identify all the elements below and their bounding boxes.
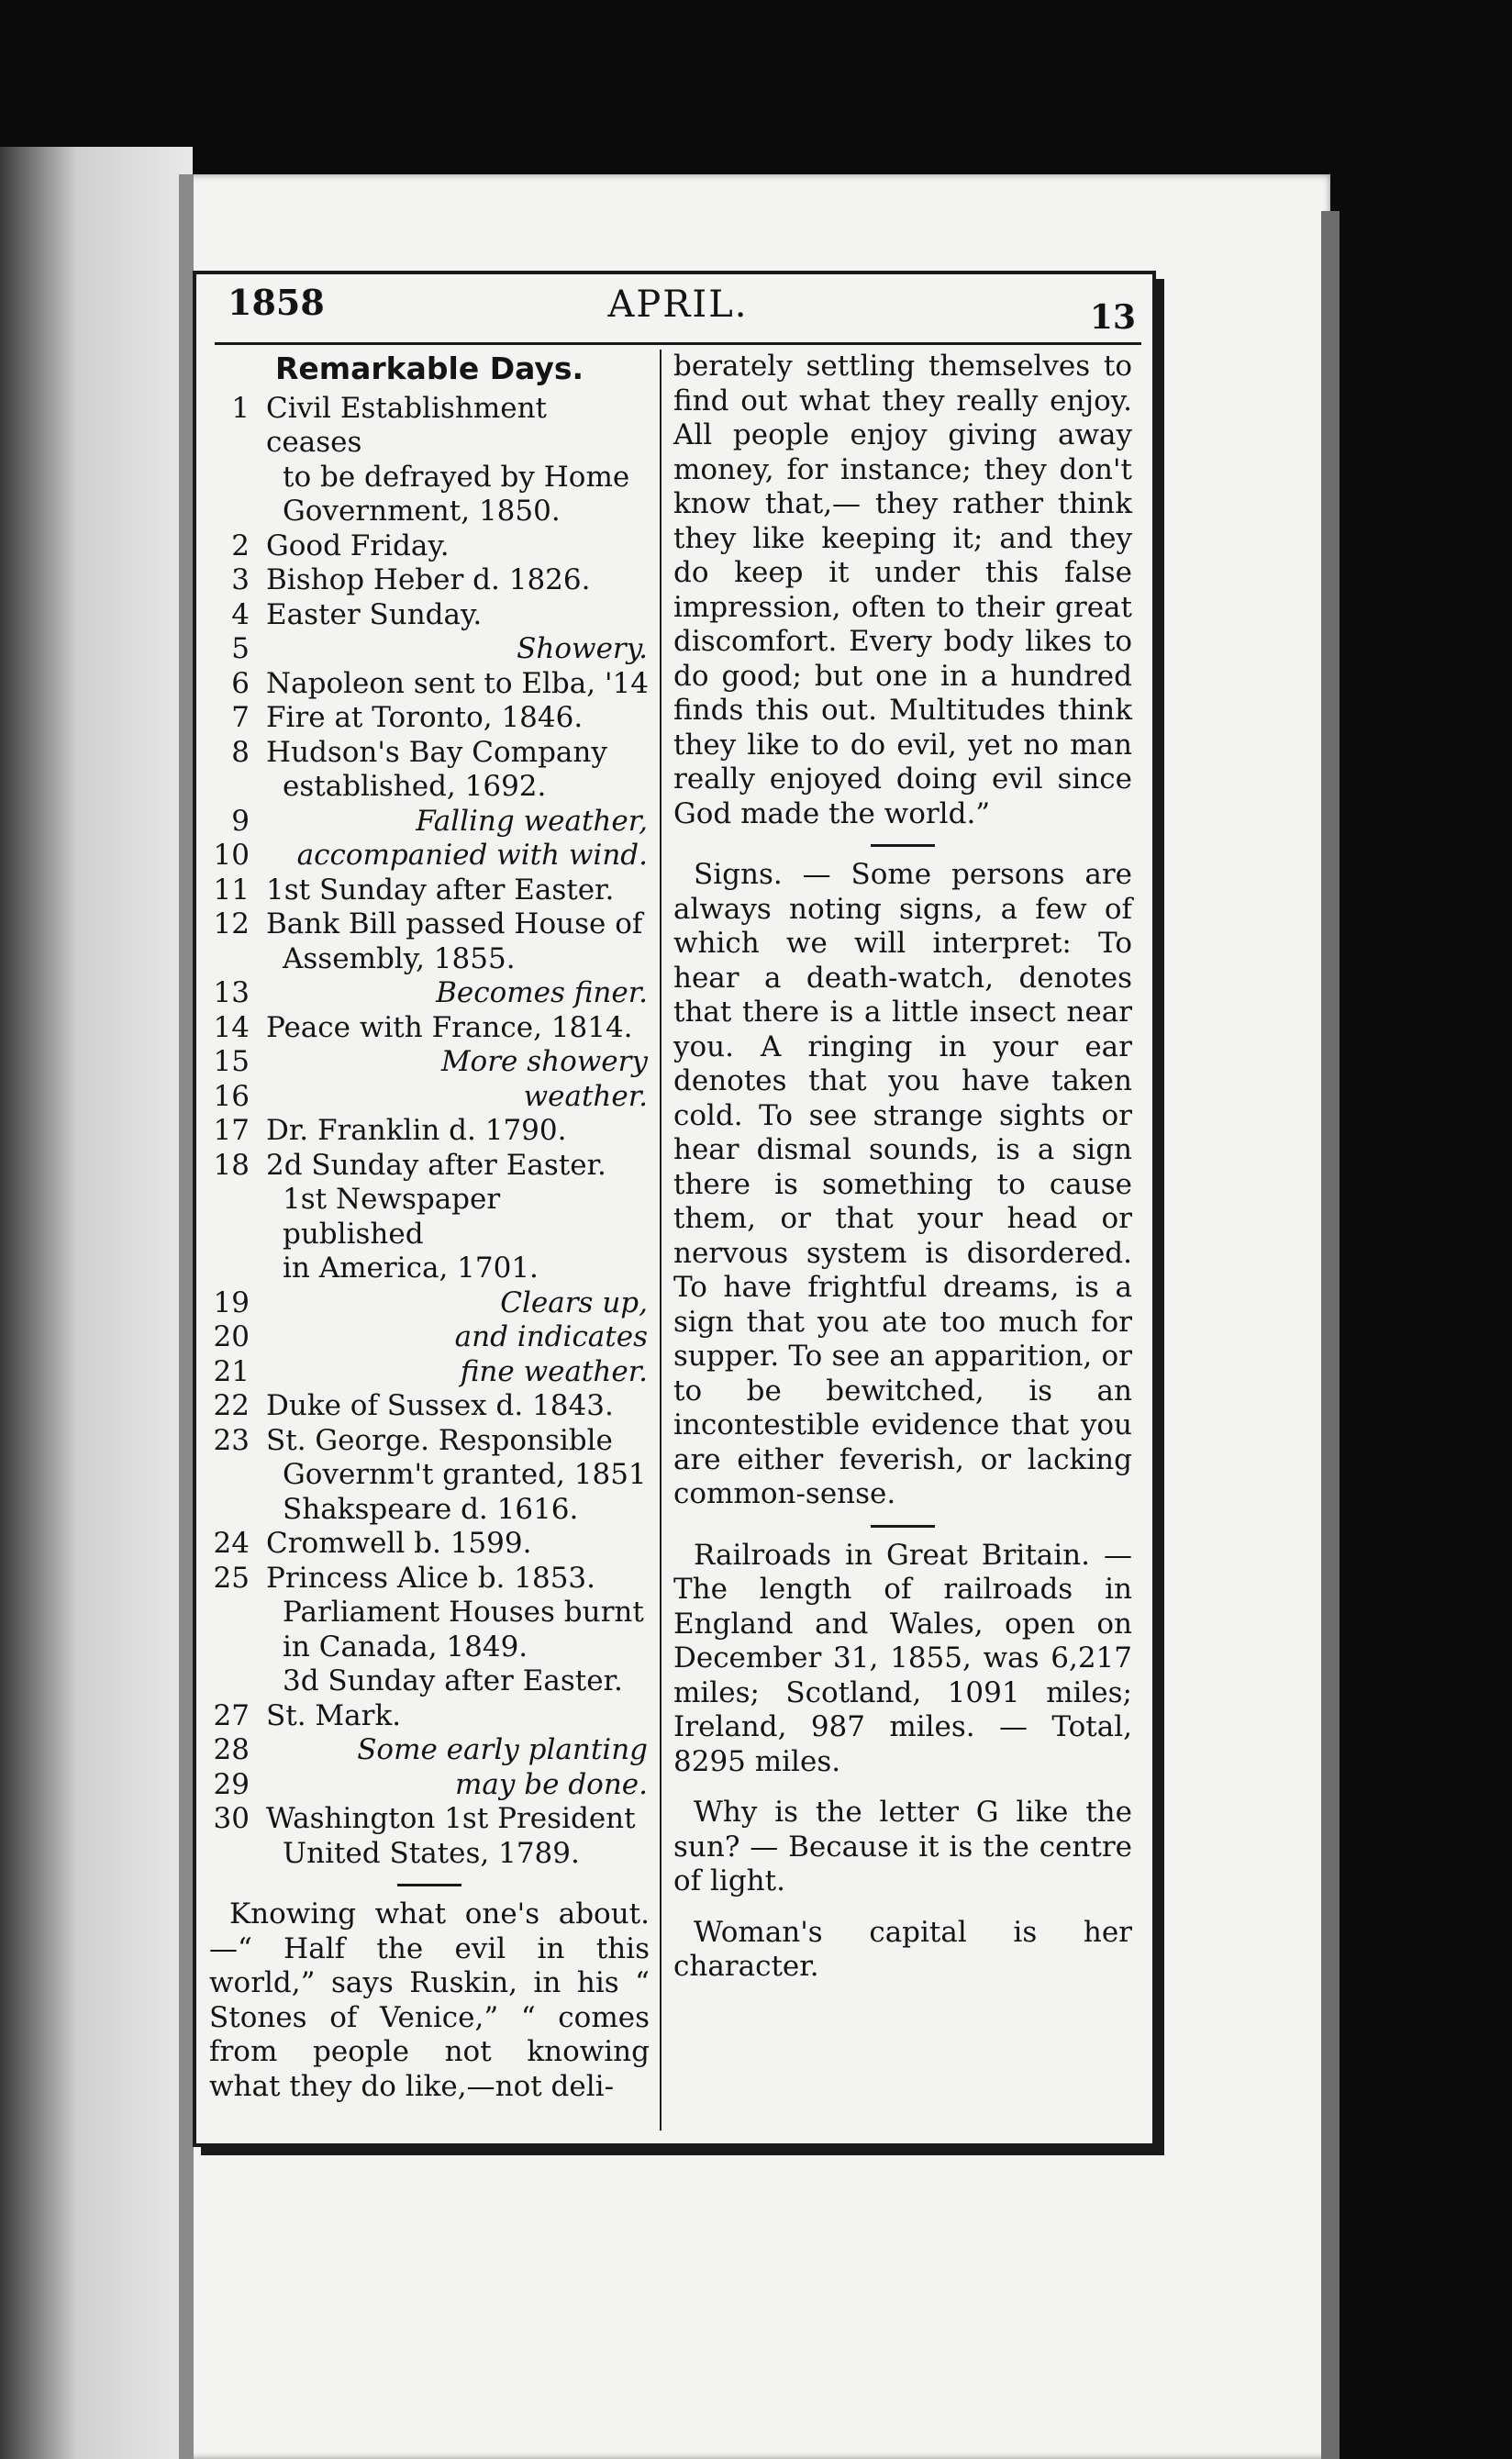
- section-divider: [871, 844, 935, 847]
- day-event-line: Napoleon sent to Elba, '14: [266, 666, 649, 700]
- remarkable-day-row: [209, 529, 650, 564]
- day-number: 6: [231, 666, 250, 700]
- day-event-line: established, 1692.: [283, 770, 547, 803]
- day-event-line: Assembly, 1855.: [283, 941, 516, 975]
- day-event-line: Government, 1850.: [283, 495, 561, 528]
- day-event-line: St. George. Responsible: [266, 1423, 613, 1457]
- page-number: 13: [1089, 298, 1136, 337]
- remarkable-day-row: [209, 632, 650, 667]
- remarkable-days-list: [209, 392, 650, 1872]
- day-event-line: Bishop Heber d. 1826.: [266, 563, 591, 596]
- weather-note: Becomes finer.: [436, 976, 648, 1009]
- day-event-line: Good Friday.: [266, 529, 450, 562]
- day-event-line: Fire at Toronto, 1846.: [266, 701, 584, 734]
- remarkable-day-row: [209, 1527, 650, 1562]
- day-number: 20: [213, 1320, 250, 1353]
- capital-paragraph: Woman's capital is her character.: [673, 1915, 1132, 1983]
- day-event-line: Princess Alice b. 1853.: [266, 1561, 596, 1595]
- weather-note: Falling weather,: [416, 804, 648, 838]
- weather-note: More showery: [440, 1045, 648, 1078]
- day-number: 5: [231, 632, 250, 665]
- day-number: 10: [213, 839, 250, 872]
- page-gutter: [179, 174, 194, 2459]
- section-divider: [397, 1884, 461, 1886]
- day-number: 11: [213, 873, 250, 907]
- weather-note: Showery.: [517, 632, 648, 665]
- day-event-line: Duke of Sussex d. 1843.: [266, 1389, 614, 1422]
- remarkable-day-row: [209, 1389, 650, 1424]
- riddle-paragraph: Why is the letter G like the sun? — Because it is the centre of light.: [673, 1796, 1132, 1897]
- weather-note: weather.: [523, 1079, 648, 1113]
- day-number: 2: [231, 529, 250, 562]
- day-event-line: 3d Sunday after Easter.: [283, 1664, 623, 1697]
- day-number: 4: [231, 597, 250, 631]
- day-event-line: in Canada, 1849.: [283, 1630, 528, 1663]
- remarkable-day-row: [209, 1699, 650, 1734]
- weather-note: Clears up,: [500, 1285, 648, 1319]
- remarkable-day-row: [209, 976, 650, 1011]
- day-event-line: Bank Bill passed House of: [266, 907, 643, 940]
- day-number: 9: [231, 804, 250, 838]
- day-event-line: Governm't granted, 1851: [283, 1458, 647, 1491]
- remarkable-day-row: [209, 563, 650, 598]
- day-event-line: St. Mark.: [266, 1698, 402, 1732]
- day-number: 22: [213, 1389, 250, 1422]
- remarkable-day-row: [209, 1114, 650, 1149]
- column-rule: [660, 350, 662, 2131]
- remarkable-day-row: [209, 392, 650, 529]
- day-number: 1: [231, 391, 250, 425]
- remarkable-day-row: [209, 1149, 650, 1286]
- remarkable-days-heading: Remarkable Days.: [274, 350, 584, 386]
- page-edge: [1321, 211, 1340, 2459]
- day-event-line: Dr. Franklin d. 1790.: [266, 1114, 567, 1147]
- railroads-paragraph: Railroads in Great Britain. —The length of railroads in England and Wales, open on December 31, 1855, was 6,217 miles; Scotland, 1091 miles; Ireland, 987 miles. — Total, 8295 miles.: [673, 1538, 1132, 1778]
- day-number: 24: [213, 1527, 250, 1560]
- day-number: 23: [213, 1423, 250, 1457]
- remarkable-day-row: [209, 805, 650, 840]
- day-number: 14: [213, 1010, 250, 1044]
- day-number: 21: [213, 1354, 250, 1388]
- left-column: [209, 350, 650, 2132]
- day-number: 28: [213, 1733, 250, 1766]
- remarkable-day-row: [209, 1424, 650, 1528]
- remarkable-day-row: [209, 1080, 650, 1115]
- remarkable-day-row: [209, 1045, 650, 1080]
- day-event-line: 2d Sunday after Easter.: [266, 1148, 606, 1182]
- day-event-line: Peace with France, 1814.: [266, 1010, 633, 1044]
- day-event-line: Easter Sunday.: [266, 597, 483, 631]
- day-event-line: Hudson's Bay Company: [266, 735, 607, 769]
- remarkable-day-row: [209, 1562, 650, 1699]
- header-month: APRIL.: [607, 284, 749, 326]
- day-number: 7: [231, 701, 250, 734]
- day-number: 27: [213, 1698, 250, 1732]
- weather-note: fine weather.: [460, 1354, 648, 1388]
- remarkable-day-row: [209, 1320, 650, 1355]
- day-event-line: Cromwell b. 1599.: [266, 1527, 532, 1560]
- day-number: 18: [213, 1148, 250, 1182]
- remarkable-day-row: [209, 1733, 650, 1768]
- remarkable-day-row: [209, 1286, 650, 1321]
- day-event-line: 1st Sunday after Easter.: [266, 873, 615, 907]
- day-event-line: United States, 1789.: [283, 1836, 580, 1870]
- knowing-paragraph: Knowing what one's about. —“ Half the evil in this world,” says Ruskin, in his “ Stones of Venice,” “ comes from people not knowing what they do like,—not deli-: [209, 1897, 650, 2103]
- day-event-line: Shakspeare d. 1616.: [283, 1492, 579, 1526]
- almanac-page-frame: [193, 271, 1156, 2147]
- weather-note: accompanied with wind.: [296, 839, 648, 872]
- remarkable-day-row: [209, 1768, 650, 1803]
- weather-note: and indicates: [454, 1320, 648, 1353]
- day-number: 29: [213, 1767, 250, 1801]
- remarkable-day-row: [209, 873, 650, 908]
- day-number: 19: [213, 1285, 250, 1319]
- remarkable-day-row: [209, 1011, 650, 1046]
- day-event-line: Washington 1st President: [266, 1802, 636, 1835]
- day-event-line: 1st Newspaper published: [283, 1183, 501, 1251]
- right-column: [673, 350, 1132, 2132]
- day-number: 30: [213, 1802, 250, 1835]
- section-divider: [871, 1525, 935, 1528]
- day-number: 17: [213, 1114, 250, 1147]
- day-number: 12: [213, 907, 250, 940]
- day-number: 25: [213, 1561, 250, 1595]
- day-event-line: to be defrayed by Home: [283, 460, 630, 494]
- weather-note: may be done.: [455, 1767, 648, 1801]
- day-event-line: Parliament Houses burnt: [283, 1596, 644, 1629]
- day-number: 8: [231, 735, 250, 769]
- day-number: 16: [213, 1079, 250, 1113]
- remarkable-day-row: [209, 736, 650, 805]
- remarkable-day-row: [209, 598, 650, 633]
- day-event-line: Civil Establishment ceases: [266, 391, 548, 459]
- signs-paragraph: Signs. — Some persons are always noting signs, a few of which we will interpret: To hear a death-watch, denotes that there is a little insect near you. A ringing in your ear denotes that you have taken cold. To see strange sights or hear dismal sounds, is a sign there is something to cause them, or that your head or nervous system is disordered. To have frightful dreams, is a sign that you ate too much for supper. To see an apparition, or to be bewitched, is an incontestible evidence that you are either feverish, or lacking common-sense.: [673, 858, 1132, 1510]
- header-year: 1858: [228, 282, 325, 323]
- weather-note: Some early planting: [357, 1733, 648, 1766]
- day-number: 15: [213, 1045, 250, 1078]
- continuation-paragraph: berately settling themselves to find out what they really enjoy. All people enjoy giving away money, for instance; they don't know that,— they rather think they like keeping it; and they do keep it under this false impression, often to their great discomfort. Every body likes to do good; but one in a hundred finds this out. Multitudes think they like to do evil, yet no man really enjoyed doing evil since God made the world.”: [673, 350, 1132, 830]
- day-event-line: in America, 1701.: [283, 1252, 539, 1285]
- remarkable-day-row: [209, 1802, 650, 1871]
- scan-shadow: [0, 147, 193, 2459]
- remarkable-day-row: [209, 667, 650, 702]
- remarkable-day-row: [209, 701, 650, 736]
- remarkable-day-row: [209, 907, 650, 976]
- running-head: [215, 276, 1141, 345]
- remarkable-day-row: [209, 1355, 650, 1390]
- remarkable-day-row: [209, 839, 650, 873]
- day-number: 13: [213, 976, 250, 1009]
- day-number: 3: [231, 563, 250, 596]
